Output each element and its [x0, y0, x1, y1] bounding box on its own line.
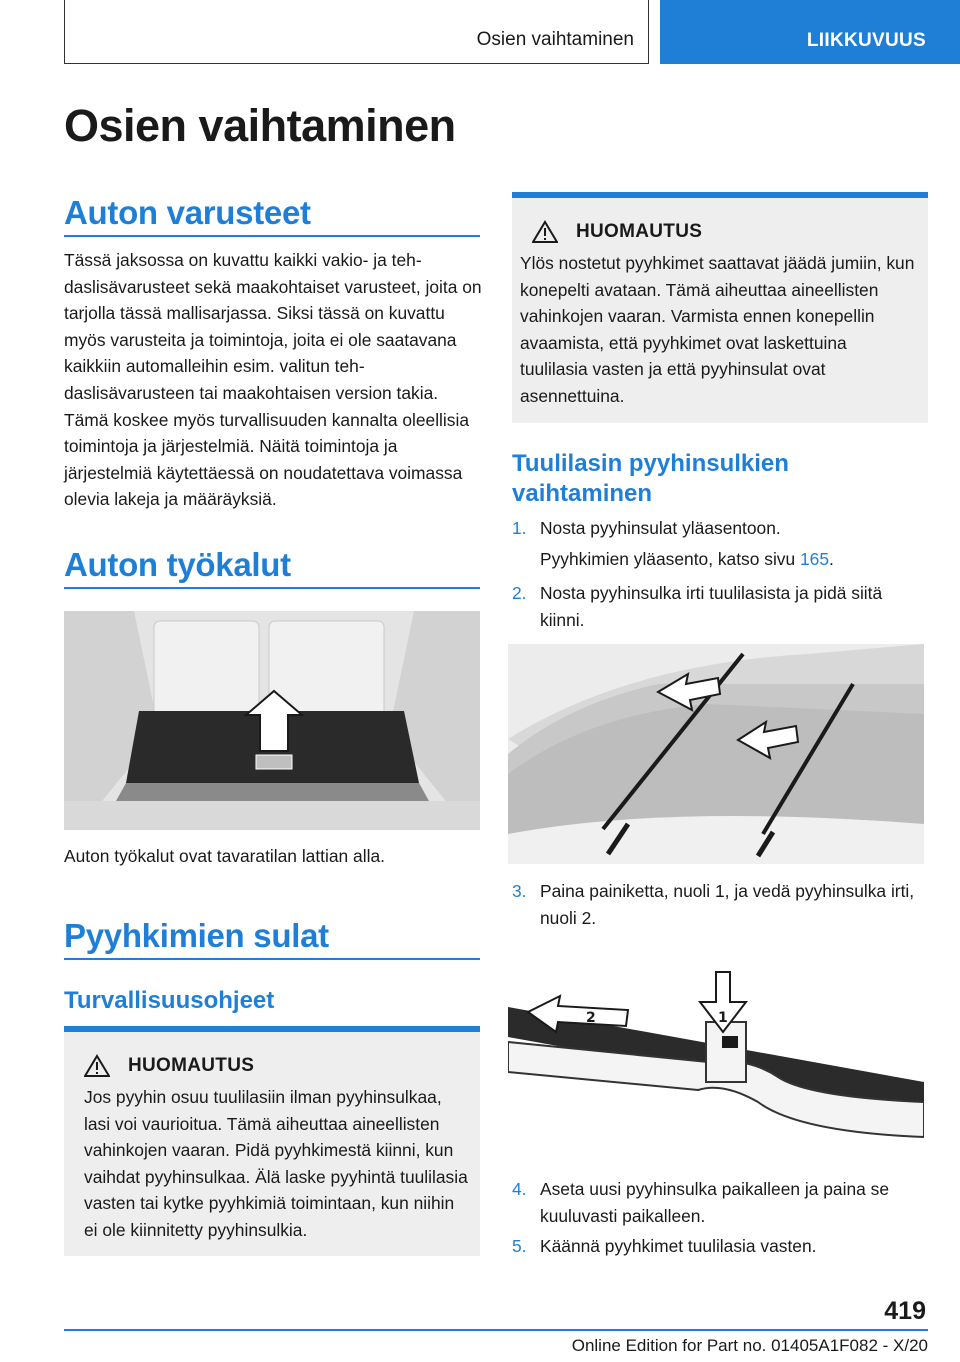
- blade-release-image: [508, 962, 924, 1164]
- page-reference-link[interactable]: 165: [800, 549, 830, 569]
- step-1-subtext: [540, 546, 834, 573]
- equipment-paragraph: Tässä jaksossa on kuvattu kaikki vakio- ja tehdaslisävarusteet sekä maakohtaiset varusteet, joita on tarjolla tässä mallisarjassa. Siksi tässä on kuvattu myös varusteita ja toimintoja, joita ei ole saatavana kaikkiin automalleihin esim. valitun tehdaslisävarusteen tai maakohtaisen version takia. Tämä koskee myös turvallisuuden kannalta oleellisia toimintoja ja järjestelmiä. Näitä toimintoja ja järjestelmiä käytettäessä on noudatettava voimassa olevia lakeja ja määräyksiä.: [64, 250, 482, 510]
- step-5: [512, 1233, 928, 1260]
- step-5-number: 5.: [512, 1236, 527, 1256]
- step-3-text: Paina painiketta, nuoli 1, ja vedä pyyhinsulka irti, nuoli 2.: [540, 881, 915, 928]
- windshield-wipers-image: [508, 644, 924, 864]
- step-1-number: 1.: [512, 518, 527, 538]
- step-1-sub-suffix: .: [829, 549, 834, 569]
- figure-arrow-1-label: 1: [718, 1010, 728, 1026]
- page-title: Osien vaihtaminen: [64, 100, 456, 151]
- tools-heading: Auton työkalut: [64, 546, 291, 583]
- figure-arrow-2-label: 2: [586, 1010, 596, 1026]
- header-section-tab: [64, 0, 649, 64]
- hood-notice-text: Ylös nostetut pyyhkimet saattavat jäädä jumiin, kun konepelti avataan. Tämä aiheuttaa aineellisten vahinkojen vaaran. Varmista ennen konepellin avaamista, että pyyhkimet ovat laskettuina tuulilasia vasten ja että pyyhinsulat ovat asennettuina.: [520, 253, 915, 406]
- step-3-number: 3.: [512, 881, 527, 901]
- equipment-heading: Auton varusteet: [64, 194, 311, 231]
- wiper-blades-heading-rule: [64, 958, 480, 960]
- safety-notice: [64, 1032, 480, 1256]
- header-chapter-label: LIIKKUVUUS: [806, 30, 926, 51]
- step-4-text: Aseta uusi pyyhinsulka paikalleen ja paina se kuuluvasti paikalleen.: [540, 1179, 890, 1226]
- hood-notice-title: HUOMAUTUS: [576, 221, 703, 242]
- warning-triangle-icon: [84, 1054, 110, 1078]
- step-5-text: Käännä pyyhkimet tuulilasia vasten.: [540, 1236, 817, 1256]
- hood-notice: [512, 198, 928, 423]
- step-3: [512, 878, 928, 931]
- safety-notice-title: HUOMAUTUS: [128, 1055, 255, 1076]
- replace-blades-heading-line1: Tuulilasin pyyhinsulkien: [512, 450, 789, 477]
- page-number: 419: [884, 1297, 926, 1325]
- step-4: [512, 1176, 928, 1229]
- step-4-number: 4.: [512, 1179, 527, 1199]
- warning-triangle-icon: [532, 220, 558, 244]
- equipment-heading-rule: [64, 235, 480, 237]
- step-1-text: Nosta pyyhinsulat yläasentoon.: [540, 518, 781, 538]
- footer-rule: [64, 1329, 928, 1331]
- step-1: [512, 515, 928, 542]
- step-2-number: 2.: [512, 583, 527, 603]
- tools-heading-rule: [64, 587, 480, 589]
- safety-notice-text: Jos pyyhin osuu tuulilasiin ilman pyyhinsulkaa, lasi voi vaurioitua. Tämä aiheuttaa aineellisten vahinkojen vaaran. Pidä pyyhkimestä kiinni, kun vaihdat pyyhinsulkaa. Älä laske pyyhintä tuulilasia vasten tai kytke pyyhkimiä toimintaan, kun niihin ei ole kiinnitetty pyyhinsulkia.: [84, 1087, 468, 1240]
- safety-notice-header: [84, 1054, 470, 1078]
- header-section-label: Osien vaihtaminen: [476, 29, 634, 50]
- step-2-text: Nosta pyyhinsulka irti tuulilasista ja pidä siitä kiinni.: [540, 583, 883, 630]
- replace-blades-heading: [512, 449, 932, 509]
- trunk-floor-image: [64, 611, 480, 830]
- tools-caption: Auton työkalut ovat tavaratilan lattian alla.: [64, 846, 385, 866]
- step-2: [512, 580, 928, 633]
- header-chapter-tab[interactable]: [660, 0, 960, 64]
- replace-blades-heading-line2: vaihtaminen: [512, 480, 653, 507]
- footer-edition: Online Edition for Part no. 01405A1F082 - X/20: [571, 1336, 928, 1355]
- safety-subheading: Turvallisuusohjeet: [64, 987, 275, 1014]
- wiper-blades-heading: Pyyhkimien sulat: [64, 917, 329, 954]
- hood-notice-header: [520, 220, 918, 244]
- step-1-sub-prefix: Pyyhkimien yläasento, katso sivu: [540, 549, 801, 569]
